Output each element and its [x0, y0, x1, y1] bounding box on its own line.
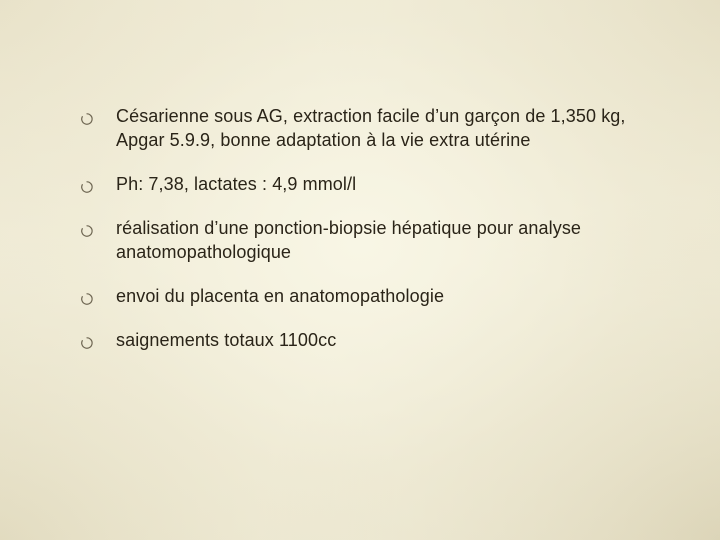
- bullet-text: Ph: 7,38, lactates : 4,9 mmol/l: [116, 174, 357, 194]
- bullet-text: saignements totaux 1100cc: [116, 330, 337, 350]
- bullet-text: Césarienne sous AG, extraction facile d’un garçon de 1,350 kg, Apgar 5.9.9, bonne adaptation à la vie extra utérine: [116, 106, 626, 150]
- bullet-text: réalisation d’une ponction-biopsie hépatique pour analyse anatomopathologique: [116, 218, 582, 262]
- list-item: [80, 172, 640, 196]
- list-item: [80, 104, 640, 152]
- list-item: [80, 216, 640, 264]
- open-circle-bullet-icon: [80, 336, 94, 350]
- open-circle-bullet-icon: [80, 180, 94, 194]
- bullet-list: [80, 104, 640, 372]
- bullet-text: envoi du placenta en anatomopathologie: [116, 286, 445, 306]
- open-circle-bullet-icon: [80, 292, 94, 306]
- list-item: [80, 284, 640, 308]
- open-circle-bullet-icon: [80, 112, 94, 126]
- open-circle-bullet-icon: [80, 224, 94, 238]
- list-item: [80, 328, 640, 352]
